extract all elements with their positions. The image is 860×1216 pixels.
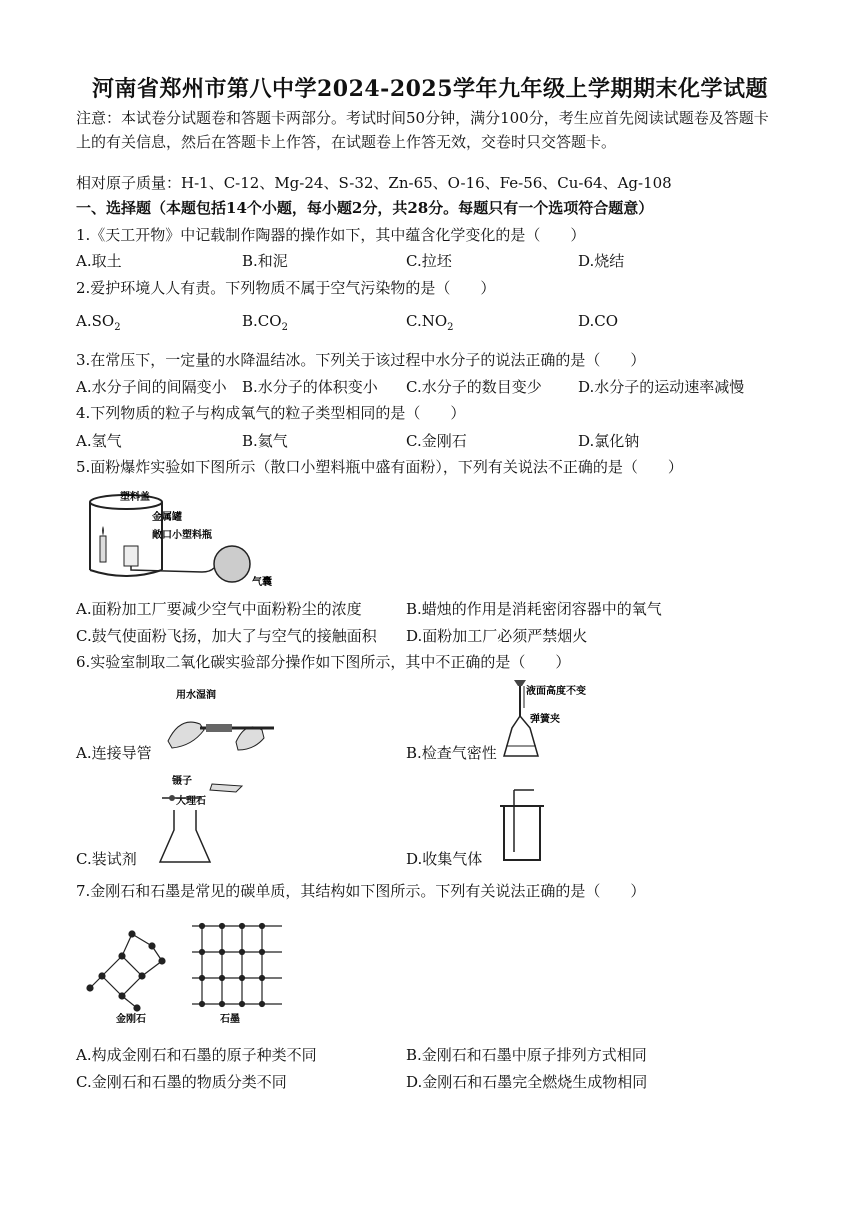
notice-text: 注意：本试卷分试题卷和答题卡两部分。考试时间50分钟，满分100分，考生应首先阅读试题卷及答题卡上的有关信息，然后在答题卡上作答，在试题卷上作答无效，交卷时只交答题卡。 xyxy=(76,109,769,151)
option-a: A.取土 xyxy=(76,252,122,270)
option-c: C.装试剂 xyxy=(76,850,137,868)
figure-label: 石墨 xyxy=(220,1014,240,1025)
option-b: B.氦气 xyxy=(242,432,288,450)
option-d: D.CO xyxy=(578,312,619,330)
page-title: 河南省郑州市第八中学2024-2025学年九年级上学期期末化学试题 xyxy=(91,76,769,102)
figure-label: 金刚石 xyxy=(116,1014,146,1025)
option-c: $C.NO_2$ xyxy=(406,312,454,333)
figure-label: 镊子 xyxy=(172,776,192,787)
option-b: B.蜡烛的作用是消耗密闭容器中的氧气 xyxy=(406,600,662,618)
option-a: A.面粉加工厂要减少空气中面粉粉尘的浓度 xyxy=(76,600,362,618)
figure-label: 弹簧夹 xyxy=(530,714,560,725)
flour-explosion-figure xyxy=(82,490,282,590)
option-c: C.水分子的数目变少 xyxy=(406,378,542,396)
option-d: D.氯化钠 xyxy=(578,432,640,450)
option-d: D.金刚石和石墨完全燃烧生成物相同 xyxy=(406,1073,648,1091)
option-d: D.水分子的运动速率减慢 xyxy=(578,378,745,396)
add-reagent-figure xyxy=(152,772,262,864)
figure-label: 液面高度不变 xyxy=(526,686,586,697)
option-d: D.面粉加工厂必须严禁烟火 xyxy=(406,627,588,645)
figure-label: 塑料盖 xyxy=(120,492,150,503)
option-c: C.鼓气使面粉飞扬，加大了与空气的接触面积 xyxy=(76,627,377,645)
question-stem: 6.实验室制取二氧化碳实验部分操作如下图所示，其中不正确的是（ ） xyxy=(76,653,571,671)
option-a: A.连接导管 xyxy=(76,744,152,762)
option-d: D.烧结 xyxy=(578,252,625,270)
option-b: B.金刚石和石墨中原子排列方式相同 xyxy=(406,1046,647,1064)
question-stem: 2.爱护环境人人有责。下列物质不属于空气污染物的是（ ） xyxy=(76,279,496,297)
option-c: C.拉坯 xyxy=(406,252,452,270)
option-d: D.收集气体 xyxy=(406,850,483,868)
figure-label: 大理石 xyxy=(176,796,206,807)
question-stem: 7.金刚石和石墨是常见的碳单质，其结构如下图所示。下列有关说法正确的是（ ） xyxy=(76,882,646,900)
question-stem: 4.下列物质的粒子与构成氧气的粒子类型相同的是（ ） xyxy=(76,404,466,422)
option-a: A.水分子间的间隔变小 xyxy=(76,378,227,396)
figure-label: 气囊 xyxy=(252,577,272,588)
connect-tube-figure xyxy=(158,686,278,756)
option-b: $B.CO_2$ xyxy=(242,312,288,333)
figure-label: 敞口小塑料瓶 xyxy=(152,530,212,541)
option-c: C.金刚石 xyxy=(406,432,467,450)
figure-label: 用水湿润 xyxy=(176,690,216,701)
option-a: A.构成金刚石和石墨的原子种类不同 xyxy=(76,1046,317,1064)
section-heading: 一、选择题（本题包括14个小题，每小题2分，共28分。每题只有一个选项符合题意） xyxy=(76,199,654,217)
atomic-mass-line: 相对原子质量：H-1、C-12、Mg-24、S-32、Zn-65、O-16、Fe-56、Cu-64、Ag-108 xyxy=(76,174,672,192)
airtightness-figure xyxy=(500,678,610,762)
option-a: $A.SO_2$ xyxy=(76,312,121,333)
option-b: B.检查气密性 xyxy=(406,744,497,762)
question-stem: 3.在常压下，一定量的水降温结冰。下列关于该过程中水分子的说法正确的是（ ） xyxy=(76,351,646,369)
question-stem: 1.《天工开物》中记载制作陶器的操作如下，其中蕴含化学变化的是（ ） xyxy=(76,226,586,244)
option-a: A.氢气 xyxy=(76,432,122,450)
figure-label: 金属罐 xyxy=(152,512,182,523)
option-b: B.和泥 xyxy=(242,252,288,270)
carbon-structure-figure xyxy=(82,916,292,1026)
option-b: B.水分子的体积变小 xyxy=(242,378,378,396)
collect-gas-figure xyxy=(494,786,554,866)
option-c: C.金刚石和石墨的物质分类不同 xyxy=(76,1073,287,1091)
question-stem: 5.面粉爆炸实验如下图所示（散口小塑料瓶中盛有面粉），下列有关说法不正确的是（ ） xyxy=(76,458,683,476)
